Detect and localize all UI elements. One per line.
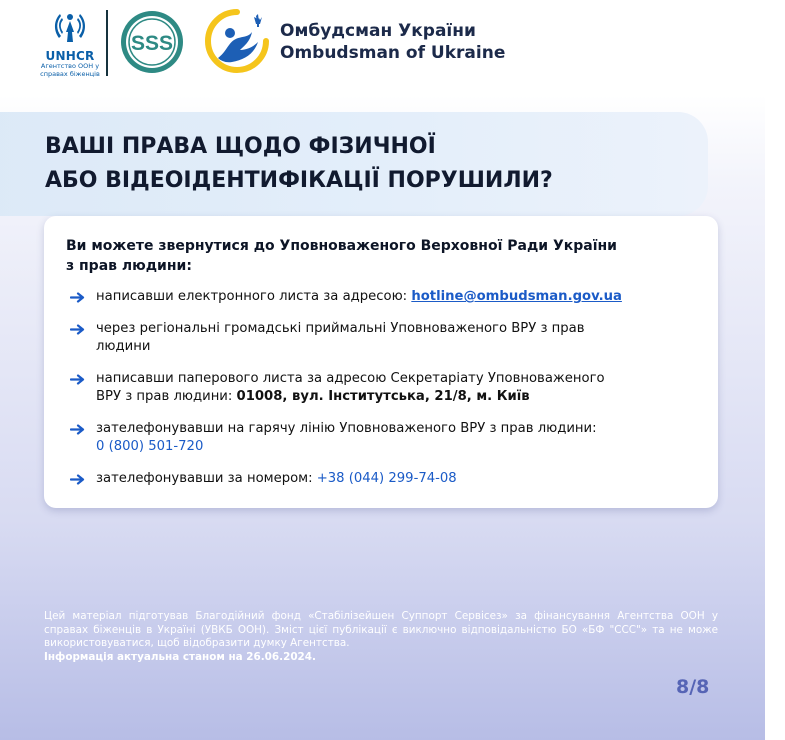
footer-date-note: Інформація актуальна станом на 26.06.2024. <box>44 650 316 663</box>
ombudsman-name-en: Ombudsman of Ukraine <box>280 43 506 63</box>
title-line-2: АБО ВІДЕОІДЕНТИФІКАЦІЇ ПОРУШИЛИ? <box>45 168 553 193</box>
footer <box>44 610 718 664</box>
sss-letters: SSS <box>130 32 174 55</box>
unhcr-emblem-icon <box>50 8 90 48</box>
arrow-right-icon <box>70 292 85 303</box>
ombudsman-name-ua: Омбудсман України <box>280 21 476 41</box>
unhcr-name: UNHCR <box>45 49 95 63</box>
arrow-right-icon <box>70 474 85 485</box>
contact-card <box>44 216 718 508</box>
list-item-hotline <box>70 420 700 456</box>
unhcr-subtitle-1: Агентство ООН у <box>40 62 100 70</box>
list-item-phone <box>70 470 700 488</box>
contact-list <box>70 288 700 502</box>
unhcr-logo <box>40 8 100 80</box>
list-item-email <box>70 288 700 306</box>
arrow-right-icon <box>70 374 85 385</box>
paper-letter-line-2 <box>96 388 700 406</box>
footer-disclaimer: Цей матеріал підготував Благодійний фонд «Стабілізейшен Суппорт Сервісез» за фінансування Агентства ООН у справах біженців в Україні (УВКБ ООН). Зміст цієї публікації є виключно відповідальністю БО «БФ "ССС"» та не може використовуватися, щоб відобразити думку Агентства. <box>44 610 718 649</box>
ombudsman-logo <box>204 8 270 74</box>
phone-number[interactable]: +38 (044) 299-74-08 <box>316 471 457 486</box>
list-item-paper-letter <box>70 370 700 406</box>
title-line-1: ВАШІ ПРАВА ЩОДО ФІЗИЧНОЇ <box>45 134 436 159</box>
unhcr-subtitle-2: справах біженців <box>40 70 100 78</box>
email-text: написавши електронного листа за адресою: <box>96 289 412 304</box>
paper-letter-line-1: написавши паперового листа за адресою Секретаріату Уповноваженого <box>96 371 605 386</box>
hotline-phone[interactable]: 0 (800) 501-720 <box>96 439 204 454</box>
logo-bar <box>0 0 765 95</box>
trident-icon <box>254 14 262 27</box>
card-intro <box>66 236 686 276</box>
hotline-text: зателефонувавши на гарячу лінію Уповноваженого ВРУ з прав людини: <box>96 421 597 436</box>
phone-text: зателефонувавши за номером: <box>96 471 317 486</box>
reception-line-1: через регіональні громадські приймальні Уповноваженого ВРУ з прав <box>96 321 585 336</box>
arrow-right-icon <box>70 424 85 435</box>
logo-divider <box>106 10 108 76</box>
page-indicator: 8/8 <box>676 676 710 698</box>
postal-address: 01008, вул. Інститутська, 21/8, м. Київ <box>236 389 530 404</box>
sss-logo <box>120 10 184 74</box>
page-title <box>45 130 553 198</box>
arrow-right-icon <box>70 324 85 335</box>
paper-letter-prefix: ВРУ з прав людини: <box>96 389 237 404</box>
reception-line-2: людини <box>96 339 151 354</box>
list-item-reception <box>70 320 700 356</box>
ombudsman-name <box>280 20 505 64</box>
card-intro-line-1: Ви можете звернутися до Уповноваженого Верховної Ради України <box>66 238 617 254</box>
card-intro-line-2: з прав людини: <box>66 258 192 274</box>
email-link[interactable]: hotline@ombudsman.gov.ua <box>411 289 622 304</box>
